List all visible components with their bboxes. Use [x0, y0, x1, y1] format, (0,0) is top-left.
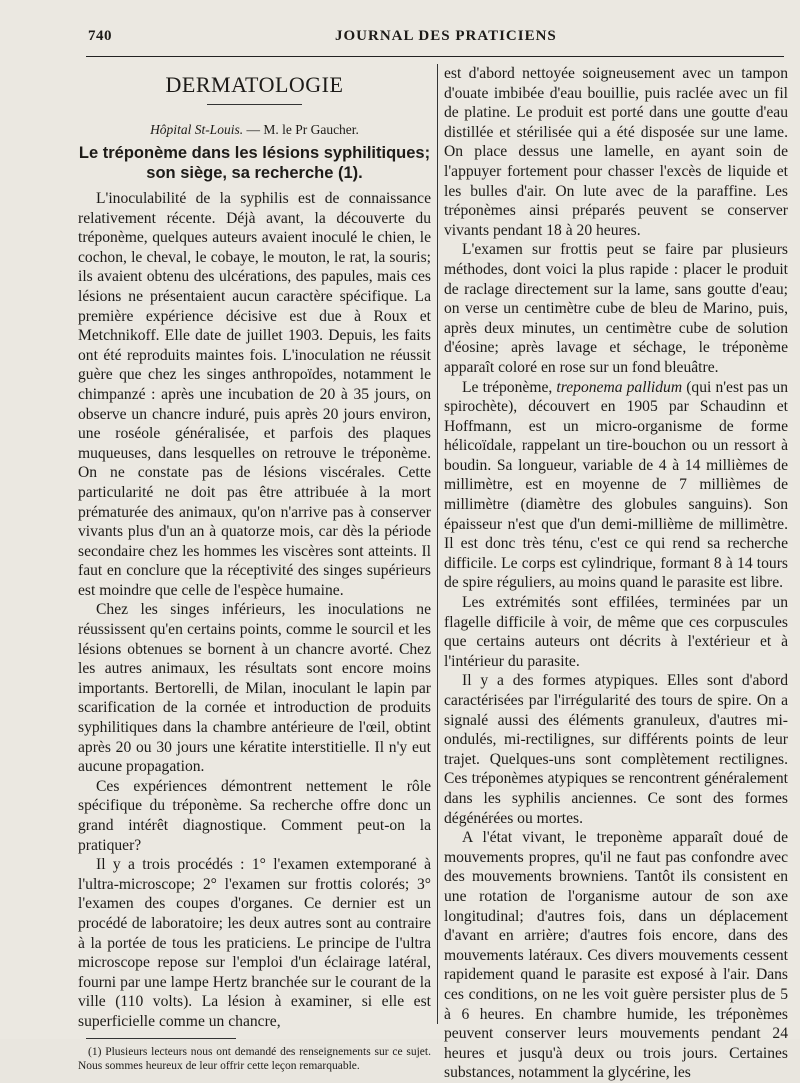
article-title [78, 143, 431, 183]
paragraph: Il y a trois procédés : 1° l'examen extemporané à l'ultra-microscope; 2° l'examen sur frottis colorés; 3° l'examen des coupes d'organes. Ce dernier est un procédé de laboratoire; les deux autres sont au contraire à la portée de tous les praticiens. Le principe de l'ultra microscope repose sur l'emploi d'un éclairage latéral, fourni par une lampe Hertz branchée sur le courant de la ville (110 volts). La lésion à examiner, si elle est superficielle comme un chancre, [78, 856, 431, 1030]
header-rule [86, 56, 784, 57]
article-byline [78, 119, 431, 141]
right-column [444, 64, 788, 1083]
column-divider [437, 64, 438, 1024]
page-number: 740 [88, 28, 112, 44]
section-title: DERMATOLOGIE [165, 72, 344, 97]
section-rule [207, 104, 302, 105]
paragraph-rest: (qui n'est pas un spirochète), découvert en 1905 par Schaudinn et Hoffmann, est un micro-organisme de forme hélicoïdale, rappelant un tire-bouchon ou un ressort à boudin. Sa longueur, variable de 4 à 14 millièmes de millimètre, est en moyenne de 7 millièmes de millimètre (diamètre des globules sanguins). Son épaisseur n'est que d'un demi-millième de millimètre. Il est donc très ténu, c'est ce qui rend sa recherche difficile. Le corps est cylindrique, formant 8 à 14 tours de spire réguliers, au moins quand le parasite est libre. [444, 378, 788, 592]
paragraph-intro: Le tréponème, [462, 378, 557, 396]
footnote: (1) Plusieurs lecteurs nous ont demandé des renseignements sur ce sujet. Nous sommes heureux de leur offrir cette leçon remarquable. [78, 1045, 431, 1072]
author-name: — M. le Pr Gaucher. [246, 122, 359, 137]
paragraph: L'examen sur frottis peut se faire par plusieurs méthodes, dont voici la plus rapide : placer le produit de raclage directement sur la lame, sans goutte d'eau; on verse un centimètre cube de bleu de Marino, puis, après deux minutes, un centimètre cube de solution d'éosine; après lavage et séchage, le tréponème apparaît coloré en rose sur un fond bleuâtre. [444, 241, 788, 376]
article-title-line-2: son siège, sa recherche (1). [146, 164, 363, 182]
paragraph: Il y a des formes atypiques. Elles sont d'abord caractérisées par l'irrégularité des tours de spire. On a signalé aussi des éléments granuleux, d'autres mi-ondulés, mi-rectilignes, sur différents points de leur trajet. Quelques-uns sont complètement rectilignes. Ces tréponèmes atypiques se rencontrent généralement dans les syphilis anciennes. Ce sont des formes dégénérées ou mortes. [444, 672, 788, 827]
paragraph-treponeme [444, 378, 788, 594]
paragraph: Les extrémités sont effilées, terminées par un flagelle difficile à voir, de même que ces corpuscules que certains auteurs ont décrits à l'extérieur et à l'intérieur du parasite. [444, 594, 788, 670]
paragraph: est d'abord nettoyée soigneusement avec un tampon d'ouate imbibée d'eau bouillie, puis raclée avec un fil de platine. Le produit est porté dans une goutte d'eau distillée et stérilisée qui a été disposée sur une lame. On place dessus une lamelle, en ayant soin de l'appuyer fortement pour chasser l'excès de liquide et les bulles d'air. On lute avec de la paraffine. Les tréponèmes ainsi préparés peuvent se conserver vivants pendant 18 à 20 heures. [444, 65, 788, 239]
footnote-rule [86, 1038, 236, 1039]
hospital-name: Hôpital St-Louis. [150, 122, 244, 137]
journal-title: JOURNAL DES PRATICIENS [335, 28, 557, 44]
left-column [78, 70, 431, 1073]
species-name: treponema pallidum [556, 378, 683, 396]
paragraph: A l'état vivant, le treponème apparaît doué de mouvements propres, qu'il ne faut pas confondre avec des mouvements browniens. Tantôt ils consistent en une rotation de l'organisme autour de son axe longitudinal; d'autres fois, dans un déplacement d'avant en arrière; d'autres fois encore, dans des mouvements latéraux. Ces divers mouvements cessent rapidement quand le parasite est exposé à l'air. Dans ces conditions, on ne les voit guère persister plus de 5 à 6 heures. En chambre humide, les tréponèmes peuvent conserver leurs mouvements pendant 24 heures et jusqu'à deux ou trois jours. Certaines substances, notamment la glycérine, les [444, 829, 788, 1082]
article-title-line-1: Le tréponème dans les lésions syphilitiques; [78, 144, 431, 162]
paragraph: Ces expériences démontrent nettement le rôle spécifique du tréponème. Sa recherche offre donc un grand intérêt diagnostique. Comment peut-on la pratiquer? [78, 777, 431, 854]
paragraph: L'inoculabilité de la syphilis est de connaissance relativement récente. Déjà avant, la découverte du tréponème, quelques auteurs avaient inoculé le chien, le cochon, le cheval, le cobaye, le mouton, le rat, la souris; ils avaient obtenu des ulcérations, des papules, mais ces lésions ne présentaient aucun caractère spécifique. La première expérience décisive est due à Roux et Metchnikoff. Elle date de juillet 1903. Depuis, les faits ont été reproduits maintes fois. L'inoculation ne réussit guère que chez les singes anthropoïdes, notamment le chimpanzé : après une incubation de 20 à 35 jours, on observe un chancre induré, puis après 20 jours environ, une roséole généralisée, et parfois des plaques muqueuses, dans lesquelles on retrouve le tréponème. On ne constate pas de lésions viscérales. Cette particularité ne doit pas être attribuée à la mort prématurée des animaux, qu'on n'arrive pas à conserver vivants plus d'un an à quatorze mois, car dès la période secondaire chez les hommes les viscères sont atteints. Il faut en conclure que la réceptivité des singes supérieurs est moindre que celle de l'espèce humaine. [78, 190, 431, 599]
paragraph: Chez les singes inférieurs, les inoculations ne réussissent qu'en certains points, comme le sourcil et les lésions obtenues se bornent à un chancre avorté. Chez les autres animaux, les résultats sont encore moins importants. Bertorelli, de Milan, inoculant le lapin par scarification de la cornée et introduction de produits syphilitiques dans la chambre antérieure de l'œil, obtint après 20 ou 30 jours une kératite interstitielle. Il n'y eut aucune propagation. [78, 601, 431, 776]
page-header [88, 28, 782, 50]
